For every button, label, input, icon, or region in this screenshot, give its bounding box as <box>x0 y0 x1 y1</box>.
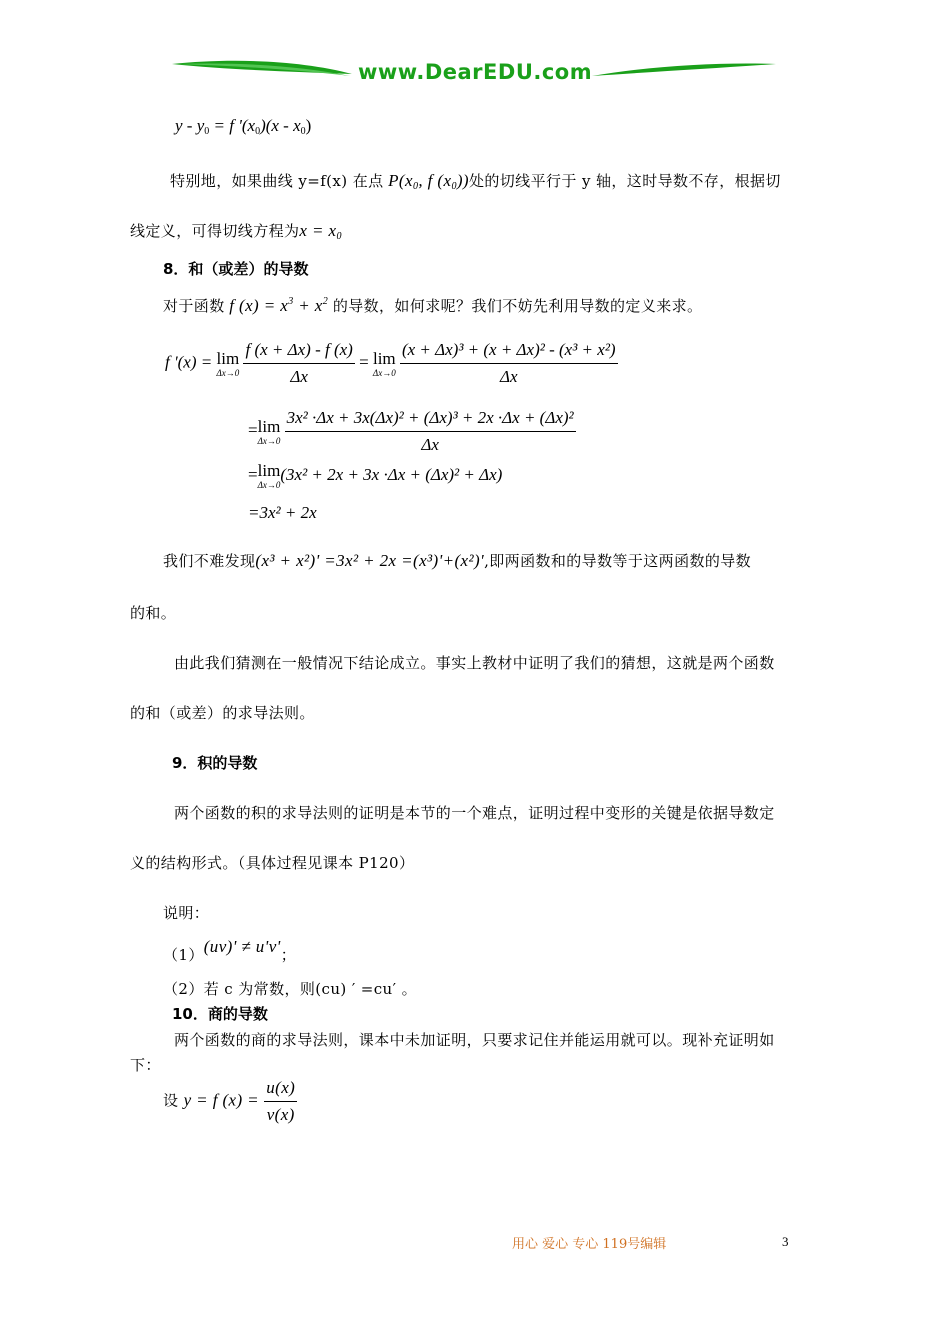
tangent-equation: $y - y_0 = f$ '$(x_0)(x - x_0)$ <box>175 116 312 137</box>
p2-pre: 我们不难发现 <box>163 552 256 570</box>
sec10-line2: 下： <box>130 1056 161 1074</box>
derivative-lhs: f '(x) = <box>165 352 213 372</box>
paragraph-vertical-tangent <box>170 170 781 192</box>
right-swoosh <box>592 64 776 77</box>
p3-line1: 由此我们猜测在一般情况下结论成立。事实上教材中证明了我们的猜想，这就是两个函数 <box>174 654 775 672</box>
quotient-fraction: $\frac{u(x)}{v(x)}$ <box>266 1078 296 1124</box>
note-1 <box>163 937 297 965</box>
p3-line2: 的和（或差）的求导法则。 <box>130 704 315 722</box>
eq-lhs: y - y <box>175 116 205 135</box>
let-equation: y = f (x) = <box>183 1090 260 1110</box>
footer-text: 用心 爱心 专心 119号编辑 <box>512 1237 667 1252</box>
derivation-result: =3x² + 2x <box>248 503 317 522</box>
quotient-definition <box>163 1078 297 1125</box>
p2-post: ,即两函数和的导数等于这两函数的导数 <box>484 552 752 570</box>
equals-2: = <box>248 420 258 440</box>
section-8-heading: 8．和（或差）的导数 <box>163 260 309 278</box>
section-9-heading: 9．积的导数 <box>172 754 258 772</box>
eq-close: ) <box>305 116 312 135</box>
p2-line2: 的和。 <box>130 604 177 622</box>
sec9-line1: 两个函数的积的求导法则的证明是本节的一个难点，证明过程中变形的关键是依据导数定 <box>174 804 775 822</box>
vertical-line-formula: $x = x_0$ <box>299 221 342 242</box>
p1-part-b: 处的切线平行于 y 轴，这时导数不存，根据切 <box>468 172 781 190</box>
limit-4: lim Δx→0 <box>257 461 281 490</box>
header-swoosh <box>0 0 950 100</box>
p1-part-a: 特别地，如果曲线 y=f(x) 在点 <box>170 172 384 190</box>
let-pre: 设 <box>163 1091 179 1110</box>
sec10-line1: 两个函数的商的求导法则，课本中未加证明，只要求记住并能运用就可以。现补充证明如 <box>174 1031 775 1049</box>
intro-pre: 对于函数 <box>163 297 225 315</box>
page-number: 3 <box>782 1234 789 1249</box>
sum-rule-formula: (x³ + x²)' =3x² + 2x =(x³)'+(x²)' <box>255 551 485 570</box>
point-p-formula: $P(x_0$, f $(x_0)$) <box>383 171 469 192</box>
p1-line2: 线定义，可得切线方程为 <box>130 222 300 240</box>
fraction-simplified: $\frac{\text{3x² ·Δx + 3x(Δx)² + (Δx)³ + 2x ·Δx + (Δx)²}}{\Delta x}$ <box>286 408 574 454</box>
derivation-line-3 <box>248 462 502 490</box>
eq-mid: = f '(x <box>209 116 256 135</box>
fraction-expanded: $\frac{\text{(x + Δx)³ + (x + Δx)² - (x³ + x²)}}{\Delta x}$ <box>401 340 616 386</box>
eq-rest: )(x - x <box>260 116 301 135</box>
paragraph-vertical-tangent-line2 <box>130 220 342 242</box>
note-1-label: （1） <box>163 946 204 964</box>
sec9-line2: 义的结构形式。（具体过程见课本 P120） <box>130 854 415 872</box>
equals-3: = <box>248 464 258 484</box>
limit-2: lim Δx→0 <box>372 348 396 378</box>
product-inequality-formula: (uv)' ≠ u'v' <box>203 937 281 956</box>
function-formula: f $(x) = x^3 + x^2$ <box>224 296 329 315</box>
limit-expression: (3x² + 2x + 3x ·Δx + (Δx)² + Δx) <box>280 464 503 484</box>
section-8-intro <box>163 295 702 316</box>
derivation-line-1 <box>165 340 618 387</box>
notes-label: 说明： <box>163 904 210 922</box>
note-2: （2）若 c 为常数，则(cu) ′ =cu′ 。 <box>163 980 417 998</box>
section-10-heading: 10．商的导数 <box>172 1005 268 1023</box>
intro-post: 的导数，如何求呢？我们不妨先利用导数的定义来求。 <box>332 297 703 315</box>
paragraph-sum-rule <box>163 550 751 571</box>
note-1-end: ； <box>280 946 297 964</box>
limit-1: lim Δx→0 <box>216 348 240 378</box>
derivation-line-2 <box>248 408 576 455</box>
equals-1: = <box>359 352 369 372</box>
site-title: www.DearEDU.com <box>358 60 593 84</box>
limit-3: lim Δx→0 <box>257 416 281 446</box>
fraction-definition: $\frac{f (x + \Delta x) - f (x)}{\Delta x}$ <box>245 340 353 386</box>
